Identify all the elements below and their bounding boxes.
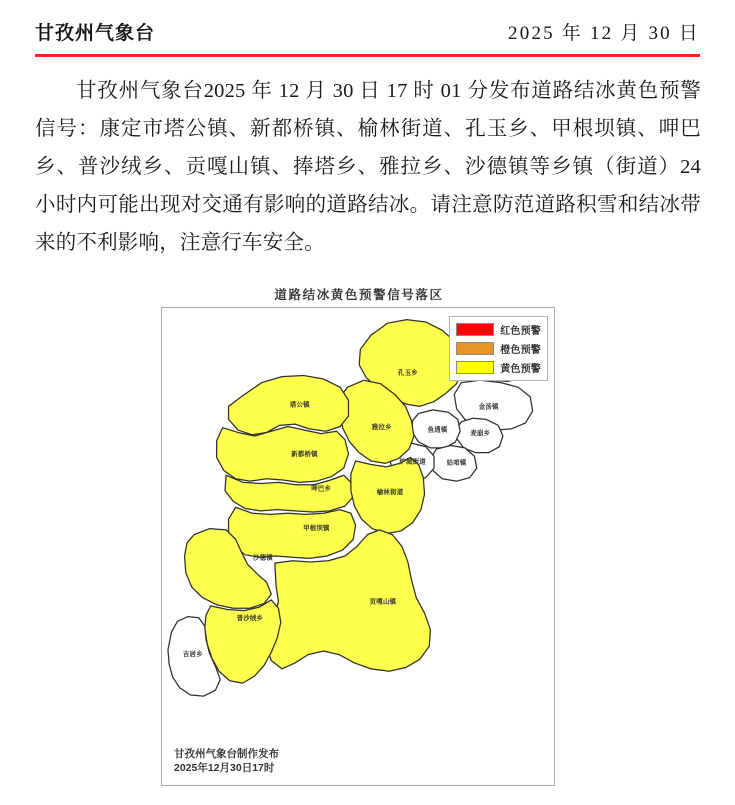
township-label-gonggashan: 贡嘎山镇 [369, 598, 397, 606]
legend-swatch-red-icon [456, 323, 494, 336]
township-shape-tagong[interactable] [229, 375, 349, 434]
map-credit-line2: 2025年12月30日17时 [174, 762, 275, 774]
legend-label-yellow: 黄色预警 [500, 364, 541, 375]
township-label-xinduqiao: 新都桥镇 [291, 451, 318, 459]
map-credit-line1: 甘孜州气象台制作发布 [174, 748, 279, 760]
township-label-shade: 沙德镇 [253, 554, 273, 562]
legend-item-yellow [456, 360, 541, 375]
township-label-yala: 雅拉乡 [371, 423, 392, 431]
legend-label-orange: 橙色预警 [500, 345, 541, 356]
township-label-guzan: 姑咱镇 [446, 459, 467, 467]
township-label-xiaba: 呷巴乡 [311, 485, 332, 493]
issuing-organization: 甘孜州气象台 [35, 22, 156, 44]
township-shape-xinduqiao[interactable] [217, 427, 349, 483]
township-shape-jiagenba[interactable] [229, 507, 356, 558]
township-label-juju: 吉居乡 [182, 650, 203, 658]
warning-body [35, 72, 701, 262]
warning-paragraph: 甘孜州气象台2025 年 12 月 30 日 17 时 01 分发布道路结冰黄色预警信号：康定市塔公镇、新都桥镇、榆林街道、孔玉乡、甲根坝镇、呷巴乡、普沙绒乡、贡嘎山镇、捧塔乡、雅拉乡、沙德镇等乡镇（街道）24 小时内可能出现对交通有影响的道路结冰。请注意防范道路积雪和结冰带来的不利影响，注意行车安全。 [35, 80, 701, 254]
map-legend [449, 316, 548, 381]
township-label-tagong: 塔公镇 [289, 401, 310, 409]
map-figure [161, 283, 557, 792]
township-label-yulin: 榆林街道 [376, 489, 404, 497]
map-container[interactable] [161, 307, 555, 786]
township-label-maibeng: 麦崩乡 [470, 429, 491, 437]
document-header [35, 14, 700, 48]
township-label-lucheng: 炉城街道 [399, 458, 426, 466]
legend-item-red [456, 322, 541, 337]
township-label-kongyu: 孔玉乡 [397, 369, 418, 377]
township-label-yutong: 鱼通镇 [427, 426, 448, 434]
legend-swatch-orange-icon [456, 342, 494, 355]
township-label-jiagenba: 甲根坝镇 [303, 524, 330, 532]
header-divider-rule [35, 54, 700, 57]
township-label-jintang: 金汤镇 [478, 403, 499, 411]
legend-item-orange [456, 341, 541, 356]
map-title: 道路结冰黄色预警信号落区 [274, 288, 444, 302]
legend-label-red: 红色预警 [500, 326, 541, 337]
issue-date: 2025 年 12 月 30 日 [508, 22, 700, 44]
township-label-pusharong: 普沙绒乡 [236, 615, 264, 623]
map-credit [174, 747, 279, 775]
legend-swatch-yellow-icon [456, 361, 494, 374]
